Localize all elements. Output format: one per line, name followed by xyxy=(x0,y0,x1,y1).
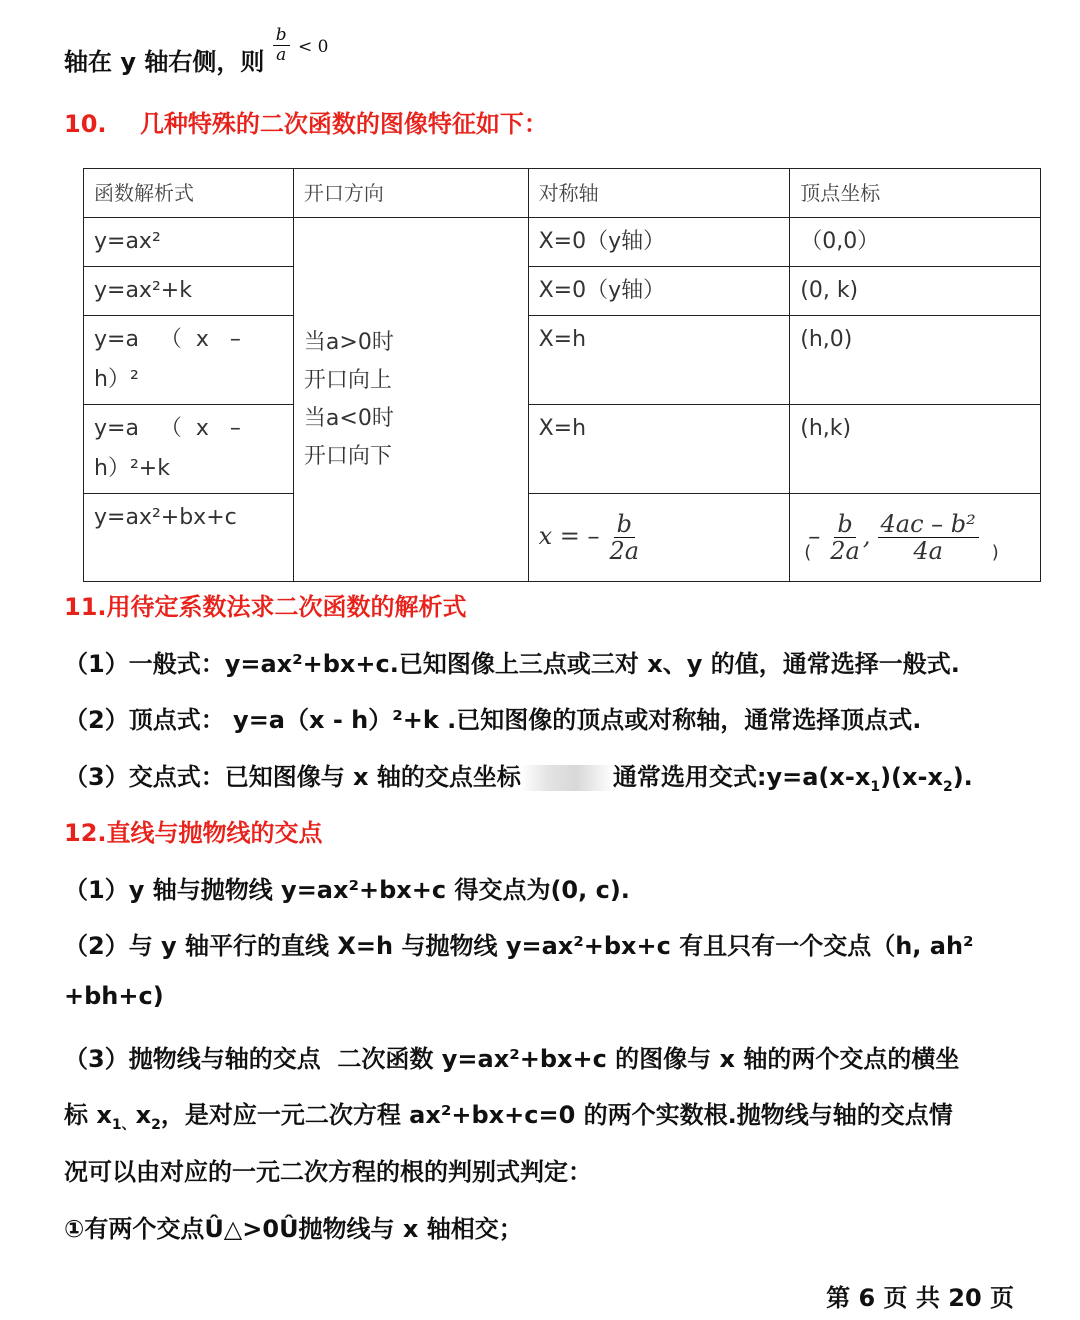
fraction-numerator: b xyxy=(273,26,290,46)
section-11-item-3 xyxy=(64,757,973,795)
section-12-item-3-line-4: ①有两个交点Û△>0Û抛物线与 x 轴相交； xyxy=(64,1215,523,1243)
item3-part-c: )(x-x xyxy=(880,763,943,791)
expr-cell: y=ax²+bx+c xyxy=(84,494,294,582)
vertex-close-paren: ) xyxy=(991,541,999,563)
section-12-item-1: （1）y 轴与抛物线 y=ax²+bx+c 得交点为(0, c). xyxy=(64,876,630,904)
section-11-item-1: （1）一般式：y=ax²+bx+c.已知图像上三点或三对 x、y 的值，通常选择一般式. xyxy=(64,650,960,678)
table-header-row xyxy=(84,169,1041,218)
section-12-item-3-line-2 xyxy=(64,1095,953,1134)
vertex-cell: (h,0) xyxy=(790,316,1041,405)
opening-line: 开口向上 xyxy=(303,367,392,393)
vertex-frac1-den: 2a xyxy=(830,537,860,565)
header-vertex: 顶点坐标 xyxy=(790,169,1041,218)
expr-line: y=a （ x – xyxy=(94,327,241,352)
axis-fraction xyxy=(607,511,643,565)
blurred-region xyxy=(521,765,613,791)
subscript: 2 xyxy=(942,778,953,795)
line2-part-b: x xyxy=(135,1101,152,1129)
item3-part-b: 通常选用交式:y=a(x-x xyxy=(612,763,871,791)
fraction-relation: < 0 xyxy=(297,37,329,57)
header-opening: 开口方向 xyxy=(293,169,528,218)
axis-cell: X=0（y轴） xyxy=(528,218,790,267)
vertex-open-paren: ( xyxy=(804,541,812,563)
table-row xyxy=(84,494,1041,582)
subscript: 1 xyxy=(870,778,881,795)
table-row xyxy=(84,405,1041,494)
axis-cell: X=h xyxy=(528,405,790,494)
vertex-frac1-num: b xyxy=(834,511,855,538)
header-axis: 对称轴 xyxy=(528,169,790,218)
opening-line: 当a<0时 xyxy=(303,405,394,431)
intro-text: 轴在 y 轴右侧，则 xyxy=(64,48,265,76)
section-12-item-3-line-3: 况可以由对应的一元二次方程的根的判别式判定： xyxy=(64,1158,592,1186)
axis-fraction-num: b xyxy=(614,511,635,538)
vertex-formula-cell xyxy=(790,494,1041,582)
vertex-frac2-den: 4a xyxy=(913,537,943,565)
vertex-cell: （0,0） xyxy=(790,218,1041,267)
opening-direction-cell xyxy=(293,218,528,582)
vertex-comma: , xyxy=(862,521,871,550)
expr-line: h）²+k xyxy=(94,456,170,481)
vertex-frac2-num: 4ac – b² xyxy=(878,511,979,538)
line2-part-c: ，是对应一元二次方程 ax²+bx+c=0 的两个实数根.抛物线与轴的交点情 xyxy=(160,1101,953,1129)
section-12-title: 12.直线与抛物线的交点 xyxy=(64,819,323,847)
opening-line: 当a>0时 xyxy=(303,329,394,355)
b-over-a-fraction xyxy=(273,26,290,64)
header-expression: 函数解析式 xyxy=(84,169,294,218)
vertex-cell: (0, k) xyxy=(790,267,1041,316)
item3-part-a: （3）交点式：已知图像与 x 轴的交点坐标 xyxy=(64,763,521,791)
table-row xyxy=(84,267,1041,316)
subscript: 1、 xyxy=(111,1116,136,1133)
table-row xyxy=(84,218,1041,267)
axis-fraction-den: 2a xyxy=(609,537,640,565)
section-10-title: 10. 几种特殊的二次函数的图像特征如下： xyxy=(64,110,548,138)
intro-line xyxy=(64,24,329,82)
expr-line: h）² xyxy=(94,367,139,392)
expr-line: y=a （ x – xyxy=(94,416,241,441)
section-12-item-2-line-1: （2）与 y 轴平行的直线 X=h 与抛物线 y=ax²+bx+c 有且只有一个交点（h, ah² xyxy=(64,932,974,960)
expr-cell: y=ax² xyxy=(84,218,294,267)
section-12-item-2-line-2: +bh+c) xyxy=(64,982,164,1010)
axis-cell: X=h xyxy=(528,316,790,405)
axis-cell xyxy=(528,494,790,582)
expr-cell xyxy=(84,316,294,405)
table-row xyxy=(84,316,1041,405)
opening-line: 开口向下 xyxy=(303,443,392,469)
fraction-denominator: a xyxy=(276,44,287,65)
page-footer: 第 6 页 共 20 页 xyxy=(826,1284,1014,1312)
vertex-fraction-2 xyxy=(878,511,979,565)
section-12-item-3-line-1: （3）抛物线与轴的交点 二次函数 y=ax²+bx+c 的图像与 x 轴的两个交点的横坐 xyxy=(64,1045,960,1073)
expr-cell xyxy=(84,405,294,494)
line2-part-a: 标 x xyxy=(64,1101,112,1129)
subscript: 2 xyxy=(151,1116,161,1133)
vertex-minus: – xyxy=(808,521,821,550)
item3-part-d: ). xyxy=(952,763,973,791)
quadratic-features-table xyxy=(83,168,1041,582)
vertex-fraction-1 xyxy=(827,511,863,565)
axis-cell: X=0（y轴） xyxy=(528,267,790,316)
vertex-cell: (h,k) xyxy=(790,405,1041,494)
axis-formula-prefix: x = – xyxy=(538,521,600,550)
section-11-title: 11.用待定系数法求二次函数的解析式 xyxy=(64,593,467,621)
section-11-item-2: （2）顶点式： y=a（x - h）²+k .已知图像的顶点或对称轴，通常选择顶点式. xyxy=(64,706,922,734)
expr-cell: y=ax²+k xyxy=(84,267,294,316)
